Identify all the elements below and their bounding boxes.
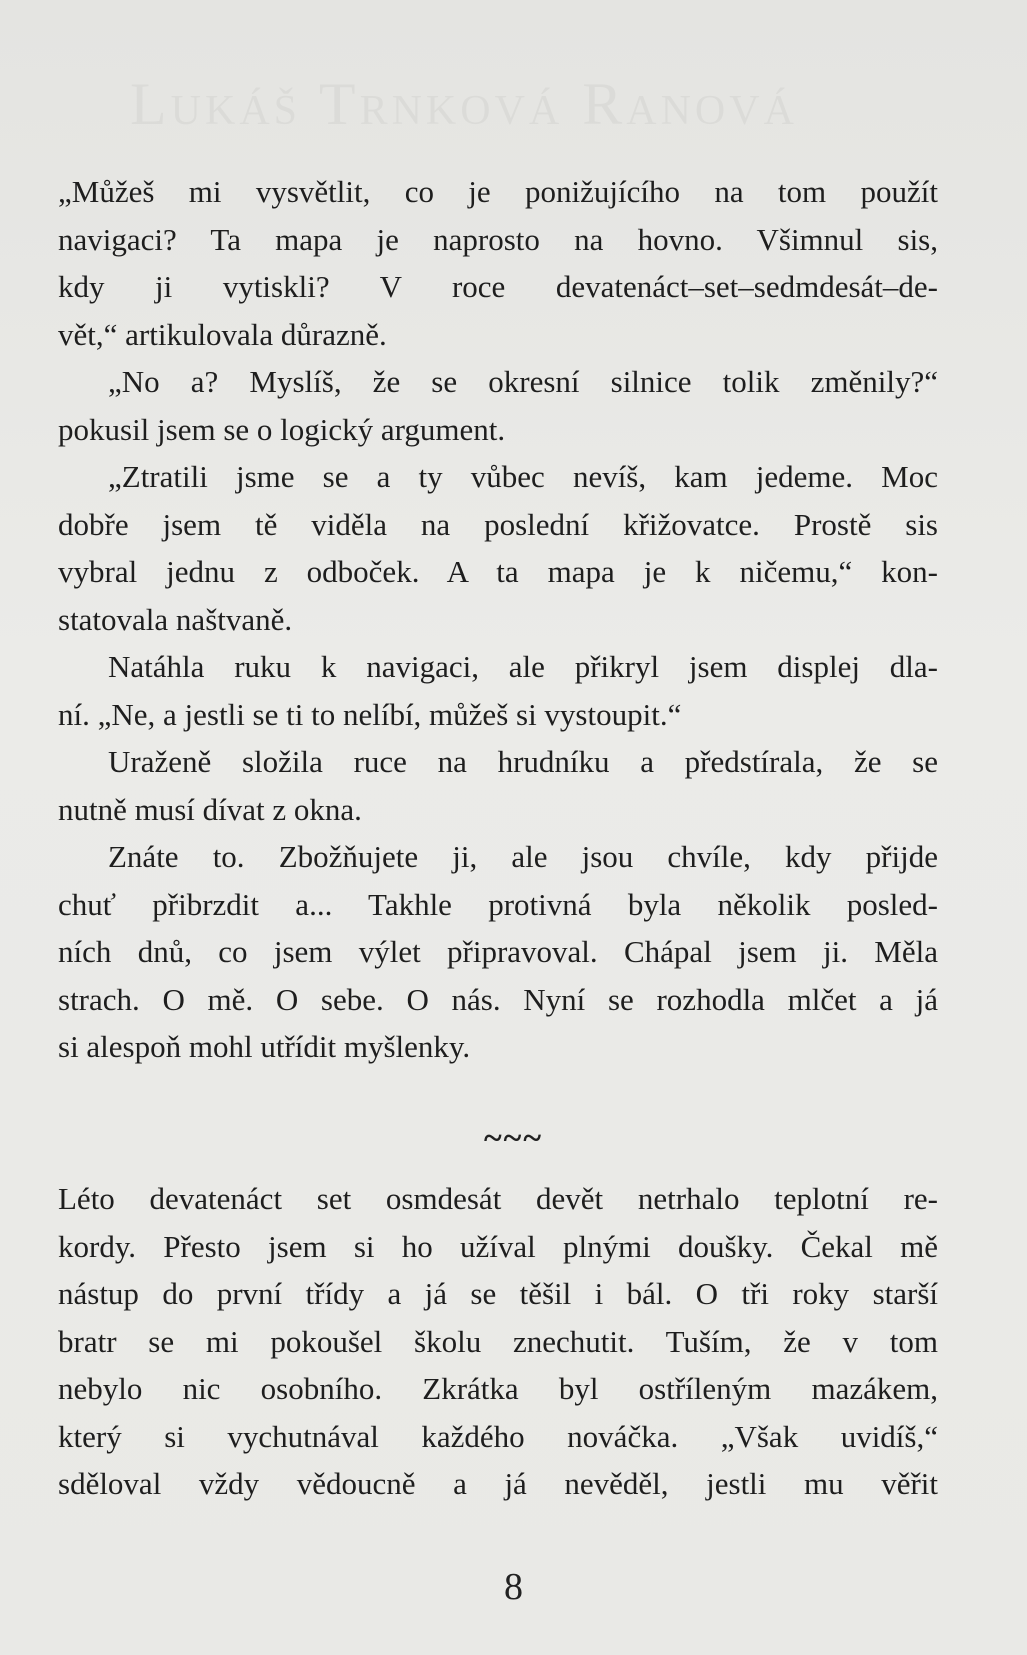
text-line: nástup do první třídy a já se těšil i bál. O tři roky starší bbox=[58, 1276, 938, 1311]
page-number: 8 bbox=[504, 1566, 523, 1608]
text-line: navigaci? Ta mapa je naprosto na hovno. Všimnul sis, bbox=[58, 221, 938, 257]
text-line: ní. „Ne, a jestli se ti to nelíbí, můžeš si vystoupit.“ bbox=[58, 696, 682, 732]
text-line: strach. O mě. O sebe. O nás. Nyní se rozhodla mlčet a já bbox=[58, 981, 938, 1017]
text-line: vět,“ artikulovala důrazně. bbox=[58, 316, 387, 352]
text-line: chuť přibrzdit a... Takhle protivná byla několik posled- bbox=[58, 886, 938, 922]
text-line: vybral jednu z odboček. A ta mapa je k ničemu,“ kon- bbox=[58, 554, 938, 589]
text-line: „Můžeš mi vysvětlit, co je ponižujícího na tom použít bbox=[58, 174, 938, 209]
text-line: kordy. Přesto jsem si ho užíval plnými doušky. Čekal mě bbox=[58, 1228, 938, 1264]
paragraph-block-dialogue bbox=[58, 168, 938, 1071]
text-line: kdy ji vytiskli? V roce devatenáct–set–sedmdesát–de- bbox=[58, 269, 938, 304]
text-line: bratr se mi pokoušel školu znechutit. Tuším, že v tom bbox=[58, 1323, 938, 1359]
text-line: Léto devatenáct set osmdesát devět netrhalo teplotní re- bbox=[58, 1181, 938, 1216]
text-line: Znáte to. Zbožňujete ji, ale jsou chvíle, kdy přijde bbox=[108, 839, 938, 874]
text-line: pokusil jsem se o logický argument. bbox=[58, 411, 506, 447]
text-line: sděloval vždy vědoucně a já nevěděl, jestli mu věřit bbox=[58, 1466, 938, 1501]
text-line: Uraženě složila ruce na hrudníku a předstírala, že se bbox=[108, 744, 938, 779]
text-line: který si vychutnával každého nováčka. „Však uvidíš,“ bbox=[58, 1418, 938, 1454]
text-line: si alespoň mohl utřídit myšlenky. bbox=[58, 1029, 471, 1064]
text-line: dobře jsem tě viděla na poslední křižovatce. Prostě sis bbox=[58, 506, 938, 542]
text-line: ních dnů, co jsem výlet připravoval. Chápal jsem ji. Měla bbox=[58, 934, 938, 969]
text-line: statovala naštvaně. bbox=[58, 601, 293, 637]
section-separator: ~~~ bbox=[483, 1120, 544, 1157]
text-line: „No a? Myslíš, že se okresní silnice tolik změnily?“ bbox=[108, 364, 938, 399]
show-through-title bbox=[130, 70, 1010, 139]
text-line: Natáhla ruku k navigaci, ale přikryl jsem displej dla- bbox=[108, 649, 938, 684]
text-line: nebylo nic osobního. Zkrátka byl ostříleným mazákem, bbox=[58, 1371, 938, 1406]
text-line: „Ztratili jsme se a ty vůbec nevíš, kam jedeme. Moc bbox=[108, 459, 938, 494]
text-line: nutně musí dívat z okna. bbox=[58, 791, 362, 827]
paragraph-block-narration bbox=[58, 1175, 938, 1508]
